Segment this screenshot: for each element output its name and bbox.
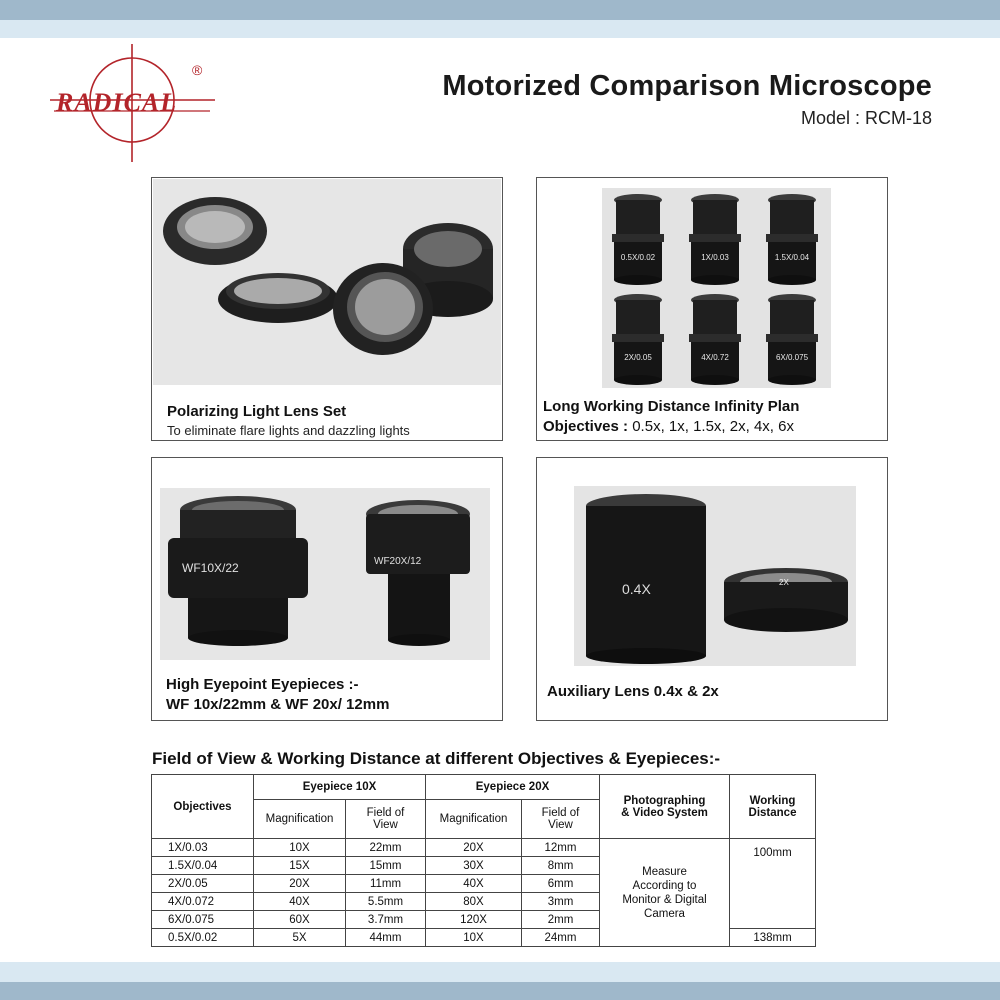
table-heading: Field of View & Working Distance at different Objectives & Eyepieces:- <box>152 749 721 768</box>
header-fov-20x-line2: View <box>548 819 573 831</box>
polarizing-subtitle: To eliminate flare lights and dazzling lights <box>167 423 410 438</box>
cell-mag20: 40X <box>426 875 522 893</box>
cell-mag20: 10X <box>426 929 522 947</box>
photo-line3: Monitor & Digital <box>622 893 707 906</box>
header-eyepiece-10x: Eyepiece 10X <box>254 775 426 800</box>
photo-line1: Measure <box>642 865 687 878</box>
brand-name: RADICAL <box>56 88 178 117</box>
objective-lens <box>689 294 741 385</box>
objective-lens <box>766 294 818 385</box>
header-fov-20x <box>522 800 600 839</box>
polarizing-lens-panel <box>151 177 503 441</box>
cell-objective: 0.5X/0.02 <box>152 929 254 947</box>
eyepiece-10x-label: WF10X/22 <box>182 561 239 575</box>
cell-fov20: 24mm <box>522 929 600 947</box>
objective-lens-label: 6X/0.075 <box>775 353 809 362</box>
header-photo-line1: Photographing <box>623 794 706 807</box>
objective-lens-label: 2X/0.05 <box>624 353 652 362</box>
cell-objective: 2X/0.05 <box>152 875 254 893</box>
objectives-title-line1: Long Working Distance Infinity Plan <box>543 398 800 415</box>
eyepieces-title-line1: High Eyepoint Eyepieces :- <box>166 676 359 693</box>
polarizing-lens-photo <box>153 179 501 385</box>
objectives-title-line2 <box>543 418 794 435</box>
cell-fov20: 12mm <box>522 839 600 857</box>
cell-mag20: 80X <box>426 893 522 911</box>
cell-objective: 1.5X/0.04 <box>152 857 254 875</box>
objective-lens <box>766 194 818 285</box>
cell-fov20: 3mm <box>522 893 600 911</box>
cell-objective: 6X/0.075 <box>152 911 254 929</box>
cell-mag10: 40X <box>254 893 346 911</box>
aux-04x-label: 0.4X <box>622 581 651 597</box>
header-working-distance <box>730 775 816 839</box>
objective-lens-label: 4X/0.72 <box>701 353 729 362</box>
cell-fov10: 11mm <box>346 875 426 893</box>
cell-fov20: 8mm <box>522 857 600 875</box>
eyepieces-panel <box>151 457 503 721</box>
header-photo-system <box>600 775 730 839</box>
header-magnification-10x: Magnification <box>254 800 346 839</box>
auxiliary-lens-panel <box>536 457 888 721</box>
cell-mag10: 15X <box>254 857 346 875</box>
top-band-light <box>0 20 1000 38</box>
auxiliary-lens-photo <box>574 486 856 666</box>
header-wd-line1: Working <box>749 794 796 807</box>
top-band-dark <box>0 0 1000 20</box>
auxiliary-title: Auxiliary Lens 0.4x & 2x <box>547 683 719 700</box>
cell-working-distance-bottom: 138mm <box>730 929 816 947</box>
objective-lens-label: 1X/0.03 <box>701 253 729 262</box>
cell-working-distance-top: 100mm <box>730 839 816 929</box>
cell-mag10: 10X <box>254 839 346 857</box>
bottom-band-dark <box>0 982 1000 1000</box>
cell-mag10: 60X <box>254 911 346 929</box>
header-fov-20x-line1: Field of <box>541 807 580 819</box>
cell-objective: 4X/0.072 <box>152 893 254 911</box>
header-fov-10x-line2: View <box>373 819 398 831</box>
eyepieces-title-line2: WF 10x/22mm & WF 20x/ 12mm <box>166 696 390 713</box>
cell-mag10: 5X <box>254 929 346 947</box>
cell-mag20: 30X <box>426 857 522 875</box>
objective-lens <box>612 294 664 385</box>
cell-mag20: 120X <box>426 911 522 929</box>
objectives-photo <box>602 188 831 388</box>
header-fov-10x-line1: Field of <box>366 807 405 819</box>
registered-mark: ® <box>192 62 203 78</box>
page-title: Motorized Comparison Microscope <box>442 70 932 102</box>
cell-fov20: 2mm <box>522 911 600 929</box>
header-eyepiece-20x: Eyepiece 20X <box>426 775 600 800</box>
cell-fov10: 44mm <box>346 929 426 947</box>
header-fov-10x <box>346 800 426 839</box>
cell-photo-system <box>600 839 730 947</box>
cell-mag10: 20X <box>254 875 346 893</box>
model-number: Model : RCM-18 <box>800 108 932 128</box>
bottom-band-light <box>0 962 1000 982</box>
cell-mag20: 20X <box>426 839 522 857</box>
cell-objective: 1X/0.03 <box>152 839 254 857</box>
photo-line2: According to <box>632 879 697 892</box>
aux-2x-label: 2X <box>779 578 789 587</box>
eyepieces-photo <box>160 488 490 660</box>
cell-fov10: 3.7mm <box>346 911 426 929</box>
cell-fov10: 5.5mm <box>346 893 426 911</box>
photo-line4: Camera <box>644 907 685 920</box>
objective-lens <box>689 194 741 285</box>
brand-logo <box>50 44 220 164</box>
header-magnification-20x: Magnification <box>426 800 522 839</box>
objectives-list: 0.5x, 1x, 1.5x, 2x, 4x, 6x <box>628 418 794 435</box>
objective-lens <box>612 194 664 285</box>
objectives-panel <box>536 177 888 441</box>
specs-table <box>151 774 816 947</box>
objective-lens-label: 0.5X/0.02 <box>620 253 656 262</box>
header-objectives: Objectives <box>152 775 254 839</box>
cell-fov10: 15mm <box>346 857 426 875</box>
cell-fov10: 22mm <box>346 839 426 857</box>
eyepiece-20x-label: WF20X/12 <box>374 556 422 567</box>
objectives-label: Objectives : <box>543 418 629 435</box>
cell-fov20: 6mm <box>522 875 600 893</box>
table-row <box>152 839 816 857</box>
polarizing-title: Polarizing Light Lens Set <box>167 403 347 420</box>
header-wd-line2: Distance <box>748 806 797 819</box>
objective-lens-label: 1.5X/0.04 <box>774 253 810 262</box>
header-photo-line2: & Video System <box>621 806 708 819</box>
